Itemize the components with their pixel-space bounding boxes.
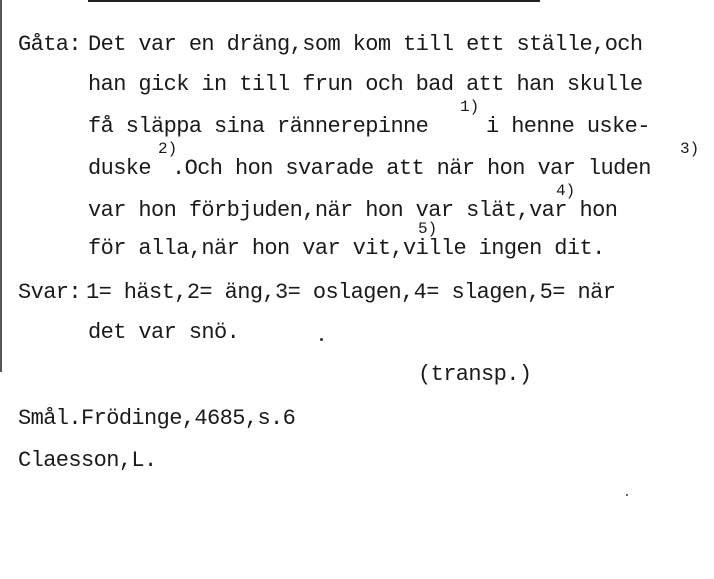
riddle-line-2: han gick in till frun och bad att han skulle bbox=[88, 72, 643, 97]
source-reference: Smål.Frödinge,4685,s.6 bbox=[18, 406, 296, 431]
footnote-mark-2: 2) bbox=[158, 140, 178, 158]
footnote-mark-4: 4) bbox=[556, 182, 576, 200]
ink-speck bbox=[320, 338, 323, 341]
riddle-line-4b: .Och hon svarade att när hon var luden bbox=[172, 156, 651, 181]
answer-line-1 bbox=[18, 280, 615, 306]
collector-name: Claesson,L. bbox=[18, 448, 157, 473]
answer-text-1: 1= häst,2= äng,3= oslagen,4= slagen,5= när bbox=[86, 280, 616, 305]
left-border-line bbox=[0, 0, 2, 372]
top-border-line bbox=[88, 0, 540, 2]
riddle-line-3b: i henne uske- bbox=[486, 114, 650, 139]
transcription-note: (transp.) bbox=[418, 362, 532, 387]
footnote-mark-3: 3) bbox=[680, 140, 700, 158]
riddle-line-3a: få släppa sina rännerepinne bbox=[88, 114, 429, 139]
riddle-label: Gåta: bbox=[18, 32, 82, 57]
riddle-line-6: för alla,när hon var vit,ville ingen dit. bbox=[88, 236, 605, 261]
answer-label: Svar: bbox=[18, 280, 82, 305]
riddle-text-1: Det var en dräng,som kom till ett ställe,och bbox=[88, 32, 643, 57]
footnote-mark-5: 5) bbox=[418, 220, 438, 238]
answer-line-2: det var snö. bbox=[88, 320, 240, 345]
riddle-line-5: var hon förbjuden,när hon var slät,var hon bbox=[88, 198, 618, 223]
ink-speck-2 bbox=[626, 494, 628, 496]
riddle-line-1 bbox=[18, 32, 643, 58]
riddle-line-4a: duske bbox=[88, 156, 152, 181]
footnote-mark-1: 1) bbox=[460, 98, 480, 116]
